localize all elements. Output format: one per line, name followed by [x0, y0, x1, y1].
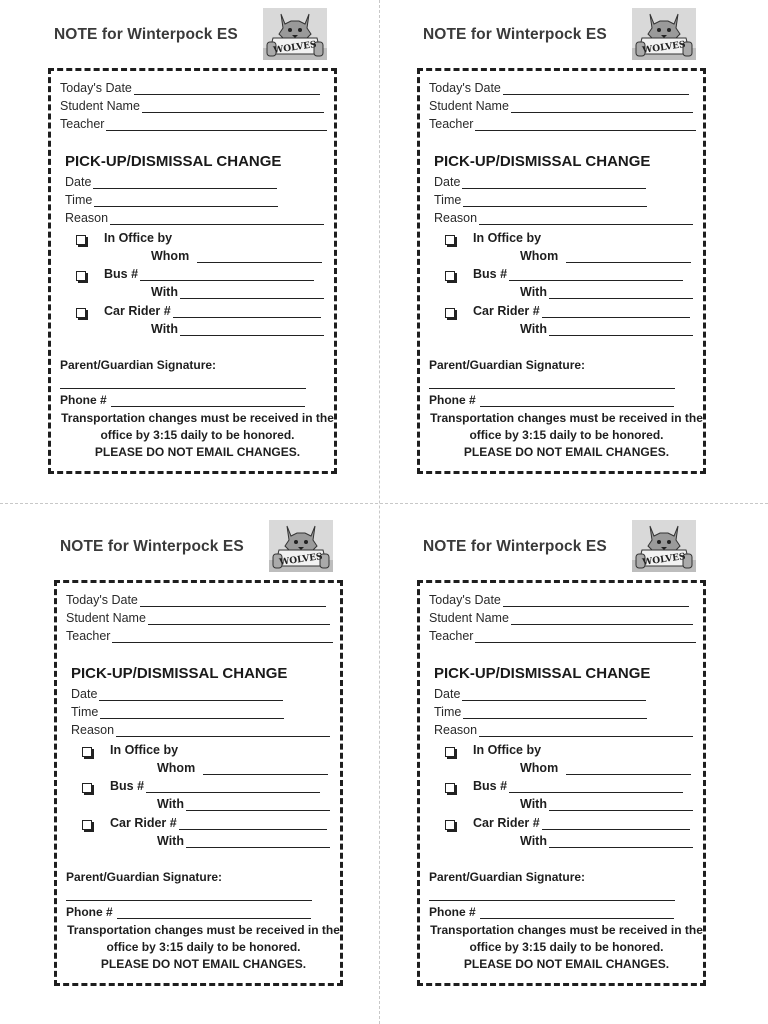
student-name-line[interactable]: [142, 100, 324, 113]
bus-label: Bus #: [473, 267, 508, 281]
change-time-label: Time: [65, 193, 93, 207]
student-name-label: Student Name: [429, 611, 509, 625]
student-name-field[interactable]: [429, 99, 693, 113]
change-time-line[interactable]: [94, 194, 278, 207]
todays-date-field[interactable]: [429, 593, 689, 607]
horizontal-cut-guide: [0, 503, 768, 504]
car-rider-with-field[interactable]: [157, 834, 330, 848]
transportation-notice: [66, 922, 341, 973]
change-reason-label: Reason: [65, 211, 109, 225]
car-rider-number-line[interactable]: [179, 817, 327, 830]
notice-line-1: Transportation changes must be received in the: [430, 411, 703, 425]
change-time-field[interactable]: [434, 705, 647, 719]
transportation-notice: [60, 410, 335, 461]
todays-date-label: Today's Date: [429, 81, 501, 95]
teacher-label: Teacher: [66, 629, 111, 643]
school-title: NOTE for Winterpock ES: [423, 26, 607, 43]
change-reason-label: Reason: [434, 723, 478, 737]
todays-date-label: Today's Date: [66, 593, 138, 607]
signature-line[interactable]: [429, 900, 675, 901]
school-title: NOTE for Winterpock ES: [423, 538, 607, 555]
change-date-line[interactable]: [93, 176, 277, 189]
car-rider-with-field[interactable]: [520, 322, 693, 336]
with-label: With: [520, 797, 547, 811]
wolves-logo: [632, 8, 696, 60]
phone-label: Phone #: [66, 905, 113, 919]
student-name-label: Student Name: [429, 99, 509, 113]
notice-line-2: office by 3:15 daily to be honored.: [106, 940, 301, 954]
bus-with-field[interactable]: [520, 285, 693, 299]
phone-field[interactable]: [429, 905, 674, 919]
in-office-checkbox[interactable]: [76, 235, 86, 245]
in-office-whom-field[interactable]: [520, 761, 691, 775]
bus-with-field[interactable]: [151, 285, 324, 299]
note-bottom-left: [60, 512, 360, 992]
svg-text:WOLVES: WOLVES: [641, 40, 687, 56]
change-reason-label: Reason: [434, 211, 478, 225]
car-rider-checkbox[interactable]: [82, 820, 92, 830]
car-rider-checkbox[interactable]: [445, 820, 455, 830]
todays-date-line[interactable]: [140, 594, 326, 607]
svg-text:WOLVES: WOLVES: [641, 552, 687, 568]
vertical-cut-guide: [379, 0, 380, 1024]
transportation-notice: [429, 410, 704, 461]
school-title: NOTE for Winterpock ES: [60, 538, 244, 555]
todays-date-field[interactable]: [66, 593, 326, 607]
with-label: With: [520, 834, 547, 848]
notice-line-2: office by 3:15 daily to be honored.: [100, 428, 295, 442]
change-date-field[interactable]: [71, 687, 283, 701]
student-name-line[interactable]: [511, 100, 693, 113]
phone-label: Phone #: [429, 393, 476, 407]
change-date-label: Date: [434, 175, 461, 189]
change-reason-line[interactable]: [479, 724, 693, 737]
note-top-left: [54, 0, 354, 480]
teacher-label: Teacher: [60, 117, 105, 131]
bus-checkbox[interactable]: [445, 271, 455, 281]
in-office-whom-field[interactable]: [151, 249, 322, 263]
in-office-label: In Office by: [473, 231, 542, 245]
phone-line[interactable]: [480, 906, 674, 919]
change-reason-line[interactable]: [479, 212, 693, 225]
todays-date-label: Today's Date: [60, 81, 132, 95]
change-reason-line[interactable]: [116, 724, 330, 737]
whom-line[interactable]: [566, 762, 691, 775]
teacher-line[interactable]: [112, 630, 333, 643]
bus-field[interactable]: [473, 267, 683, 281]
bus-label: Bus #: [473, 779, 508, 793]
car-rider-number-line[interactable]: [542, 305, 690, 318]
bus-field[interactable]: [473, 779, 683, 793]
change-time-line[interactable]: [463, 706, 647, 719]
note-top-right: [423, 0, 723, 480]
bus-with-field[interactable]: [157, 797, 330, 811]
notice-line-3: PLEASE DO NOT EMAIL CHANGES.: [463, 445, 670, 459]
car-rider-checkbox[interactable]: [445, 308, 455, 318]
bus-field[interactable]: [110, 779, 320, 793]
bus-with-field[interactable]: [520, 797, 693, 811]
transportation-notice: [429, 922, 704, 973]
student-name-field[interactable]: [60, 99, 324, 113]
change-reason-label: Reason: [71, 723, 115, 737]
bus-number-line[interactable]: [140, 268, 314, 281]
notice-line-3: PLEASE DO NOT EMAIL CHANGES.: [100, 957, 307, 971]
change-time-field[interactable]: [434, 193, 647, 207]
signature-label: Parent/Guardian Signature:: [429, 870, 586, 884]
car-rider-number-line[interactable]: [173, 305, 321, 318]
car-rider-label: Car Rider #: [473, 304, 540, 318]
car-rider-field[interactable]: [110, 816, 327, 830]
change-date-label: Date: [434, 687, 461, 701]
bus-label: Bus #: [110, 779, 145, 793]
bus-number-line[interactable]: [146, 780, 320, 793]
car-rider-number-line[interactable]: [542, 817, 690, 830]
teacher-field[interactable]: [429, 629, 696, 643]
change-reason-field[interactable]: [71, 723, 330, 737]
with-label: With: [151, 322, 178, 336]
notice-line-1: Transportation changes must be received in the: [67, 923, 340, 937]
teacher-field[interactable]: [60, 117, 327, 131]
change-date-field[interactable]: [434, 175, 646, 189]
notice-line-2: office by 3:15 daily to be honored.: [469, 940, 664, 954]
student-name-field[interactable]: [66, 611, 330, 625]
todays-date-field[interactable]: [60, 81, 320, 95]
change-date-label: Date: [71, 687, 98, 701]
svg-text:WOLVES: WOLVES: [278, 552, 324, 568]
teacher-field[interactable]: [66, 629, 333, 643]
change-reason-field[interactable]: [434, 211, 693, 225]
change-date-line[interactable]: [462, 176, 646, 189]
car-rider-checkbox[interactable]: [76, 308, 86, 318]
bus-with-line[interactable]: [549, 286, 693, 299]
change-time-line[interactable]: [463, 194, 647, 207]
dismissal-change-heading: PICK-UP/DISMISSAL CHANGE: [65, 153, 282, 170]
car-rider-field[interactable]: [104, 304, 321, 318]
car-rider-field[interactable]: [473, 304, 690, 318]
dismissal-change-heading: PICK-UP/DISMISSAL CHANGE: [434, 665, 651, 682]
signature-line[interactable]: [429, 388, 675, 389]
change-time-label: Time: [434, 193, 462, 207]
notice-line-1: Transportation changes must be received in the: [430, 923, 703, 937]
student-name-label: Student Name: [60, 99, 140, 113]
bus-checkbox[interactable]: [445, 783, 455, 793]
car-rider-with-field[interactable]: [520, 834, 693, 848]
phone-field[interactable]: [429, 393, 674, 407]
notice-line-3: PLEASE DO NOT EMAIL CHANGES.: [463, 957, 670, 971]
whom-line[interactable]: [197, 250, 322, 263]
svg-text:WOLVES: WOLVES: [272, 40, 318, 56]
car-rider-with-line[interactable]: [549, 323, 693, 336]
todays-date-line[interactable]: [134, 82, 320, 95]
notice-line-3: PLEASE DO NOT EMAIL CHANGES.: [94, 445, 301, 459]
signature-line[interactable]: [66, 900, 312, 901]
car-rider-with-field[interactable]: [151, 322, 324, 336]
school-title: NOTE for Winterpock ES: [54, 26, 238, 43]
note-card: [417, 68, 706, 474]
whom-line[interactable]: [566, 250, 691, 263]
car-rider-label: Car Rider #: [104, 304, 171, 318]
in-office-checkbox[interactable]: [445, 747, 455, 757]
car-rider-with-line[interactable]: [180, 323, 324, 336]
todays-date-field[interactable]: [429, 81, 689, 95]
bus-with-line[interactable]: [180, 286, 324, 299]
wolves-logo: [263, 8, 327, 60]
whom-label: Whom: [157, 761, 196, 775]
phone-line[interactable]: [117, 906, 311, 919]
change-date-line[interactable]: [462, 688, 646, 701]
change-time-line[interactable]: [100, 706, 284, 719]
with-label: With: [157, 797, 184, 811]
teacher-line[interactable]: [106, 118, 327, 131]
note-bottom-right: [423, 512, 723, 992]
change-date-field[interactable]: [65, 175, 277, 189]
phone-field[interactable]: [66, 905, 311, 919]
bus-field[interactable]: [104, 267, 314, 281]
change-reason-line[interactable]: [110, 212, 324, 225]
phone-line[interactable]: [111, 394, 305, 407]
notice-line-1: Transportation changes must be received in the: [61, 411, 334, 425]
signature-label: Parent/Guardian Signature:: [60, 358, 217, 372]
student-name-field[interactable]: [429, 611, 693, 625]
bus-with-line[interactable]: [186, 798, 330, 811]
in-office-whom-field[interactable]: [157, 761, 328, 775]
teacher-label: Teacher: [429, 117, 474, 131]
change-time-label: Time: [434, 705, 462, 719]
in-office-checkbox[interactable]: [445, 235, 455, 245]
change-time-field[interactable]: [71, 705, 284, 719]
dismissal-change-heading: PICK-UP/DISMISSAL CHANGE: [71, 665, 288, 682]
phone-field[interactable]: [60, 393, 305, 407]
whom-line[interactable]: [203, 762, 328, 775]
bus-checkbox[interactable]: [76, 271, 86, 281]
in-office-label: In Office by: [104, 231, 173, 245]
bus-number-line[interactable]: [509, 268, 683, 281]
wolves-logo: [632, 520, 696, 572]
in-office-whom-field[interactable]: [520, 249, 691, 263]
todays-date-label: Today's Date: [429, 593, 501, 607]
phone-label: Phone #: [429, 905, 476, 919]
signature-label: Parent/Guardian Signature:: [66, 870, 223, 884]
car-rider-label: Car Rider #: [110, 816, 177, 830]
change-date-label: Date: [65, 175, 92, 189]
in-office-label: In Office by: [110, 743, 179, 757]
todays-date-line[interactable]: [503, 594, 689, 607]
whom-label: Whom: [520, 249, 559, 263]
car-rider-with-line[interactable]: [549, 835, 693, 848]
signature-line[interactable]: [60, 388, 306, 389]
change-time-label: Time: [71, 705, 99, 719]
todays-date-line[interactable]: [503, 82, 689, 95]
bus-with-line[interactable]: [549, 798, 693, 811]
car-rider-field[interactable]: [473, 816, 690, 830]
teacher-line[interactable]: [475, 118, 696, 131]
teacher-label: Teacher: [429, 629, 474, 643]
change-reason-field[interactable]: [434, 723, 693, 737]
change-time-field[interactable]: [65, 193, 278, 207]
with-label: With: [157, 834, 184, 848]
change-date-line[interactable]: [99, 688, 283, 701]
bus-number-line[interactable]: [509, 780, 683, 793]
car-rider-label: Car Rider #: [473, 816, 540, 830]
with-label: With: [520, 322, 547, 336]
student-name-label: Student Name: [66, 611, 146, 625]
dismissal-change-heading: PICK-UP/DISMISSAL CHANGE: [434, 153, 651, 170]
whom-label: Whom: [520, 761, 559, 775]
bus-checkbox[interactable]: [82, 783, 92, 793]
bus-label: Bus #: [104, 267, 139, 281]
in-office-checkbox[interactable]: [82, 747, 92, 757]
notice-line-2: office by 3:15 daily to be honored.: [469, 428, 664, 442]
note-card: [417, 580, 706, 986]
phone-label: Phone #: [60, 393, 107, 407]
student-name-line[interactable]: [511, 612, 693, 625]
with-label: With: [151, 285, 178, 299]
teacher-line[interactable]: [475, 630, 696, 643]
change-date-field[interactable]: [434, 687, 646, 701]
whom-label: Whom: [151, 249, 190, 263]
with-label: With: [520, 285, 547, 299]
student-name-line[interactable]: [148, 612, 330, 625]
signature-label: Parent/Guardian Signature:: [429, 358, 586, 372]
note-card: [48, 68, 337, 474]
phone-line[interactable]: [480, 394, 674, 407]
note-card: [54, 580, 343, 986]
wolves-logo: [269, 520, 333, 572]
change-reason-field[interactable]: [65, 211, 324, 225]
teacher-field[interactable]: [429, 117, 696, 131]
in-office-label: In Office by: [473, 743, 542, 757]
car-rider-with-line[interactable]: [186, 835, 330, 848]
